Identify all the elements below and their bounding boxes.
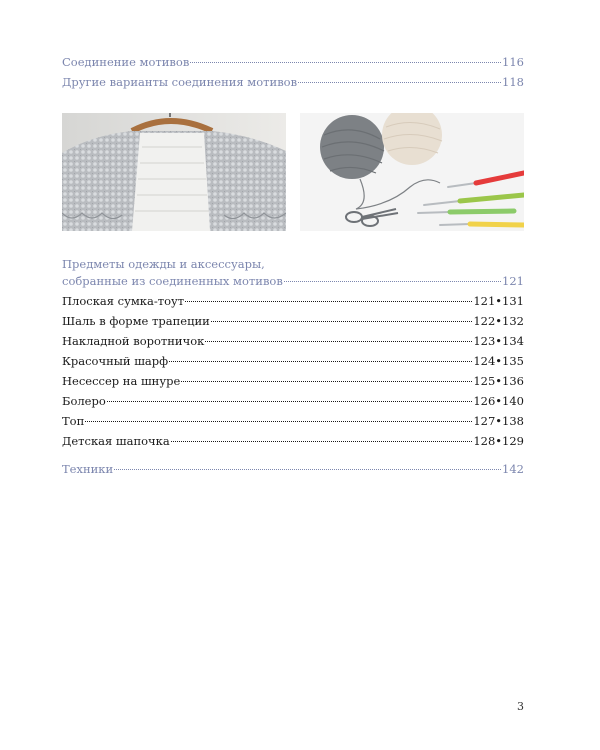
toc-entry-page: 127•138 bbox=[473, 414, 524, 428]
toc-entry-collar[interactable] bbox=[62, 333, 524, 349]
toc-entry-title: Детская шапочка bbox=[62, 434, 170, 448]
section-heading-line1: Предметы одежды и аксессуары, bbox=[62, 257, 265, 271]
toc-entry-title: Красочный шарф bbox=[62, 354, 169, 368]
yarn-and-hooks-icon bbox=[300, 113, 524, 231]
toc-entry-title: Болеро bbox=[62, 394, 106, 408]
leader-dots bbox=[211, 321, 473, 322]
toc-entry-page: 123•134 bbox=[473, 334, 524, 348]
leader-dots bbox=[114, 469, 501, 470]
toc-entry-title: Топ bbox=[62, 414, 85, 428]
toc-entry-title: Шаль в форме трапеции bbox=[62, 314, 210, 328]
leader-dots bbox=[85, 421, 472, 422]
toc-entry-scarf[interactable] bbox=[62, 353, 524, 369]
toc-entry-shawl[interactable] bbox=[62, 313, 524, 329]
toc-entry-techniques[interactable] bbox=[62, 461, 524, 477]
toc-entry-page: 121•131 bbox=[473, 294, 524, 308]
toc-entry-page: 124•135 bbox=[473, 354, 524, 368]
toc-entry-page: 142 bbox=[502, 462, 524, 476]
toc-entry-title: Несессер на шнуре bbox=[62, 374, 181, 388]
leader-dots bbox=[181, 381, 472, 382]
lace-blouse-icon bbox=[62, 113, 286, 231]
leader-dots bbox=[171, 441, 473, 442]
leader-dots bbox=[205, 341, 472, 342]
toc-entry-page: 116 bbox=[502, 55, 524, 69]
toc-entry-page: 121 bbox=[502, 274, 524, 288]
toc-entry-page: 125•136 bbox=[473, 374, 524, 388]
toc-entry-section[interactable] bbox=[62, 273, 524, 289]
toc-entry-tote-bag[interactable] bbox=[62, 293, 524, 309]
toc-entry-title: Накладной воротничок bbox=[62, 334, 205, 348]
toc-entry-pouch[interactable] bbox=[62, 373, 524, 389]
page-number: 3 bbox=[517, 700, 524, 713]
leader-dots bbox=[107, 401, 473, 402]
toc-entry-motif-joining[interactable] bbox=[62, 54, 524, 70]
toc-entry-page: 128•129 bbox=[473, 434, 524, 448]
section-heading bbox=[62, 256, 265, 272]
leader-dots bbox=[298, 82, 501, 83]
toc-entry-top[interactable] bbox=[62, 413, 524, 429]
yarn-tools-photo bbox=[300, 113, 524, 231]
toc-entry-title: Другие варианты соединения мотивов bbox=[62, 75, 298, 89]
toc-entry-page: 122•132 bbox=[473, 314, 524, 328]
lace-blouse-photo bbox=[62, 113, 286, 231]
toc-entry-page: 118 bbox=[502, 75, 524, 89]
leader-dots bbox=[169, 361, 472, 362]
leader-dots bbox=[185, 301, 472, 302]
leader-dots bbox=[190, 62, 501, 63]
toc-entry-title: Плоская сумка-тоут bbox=[62, 294, 185, 308]
section-heading-line2: собранные из соединенных мотивов bbox=[62, 274, 283, 288]
toc-entry-bolero[interactable] bbox=[62, 393, 524, 409]
leader-dots bbox=[284, 281, 501, 282]
toc-entry-title: Техники bbox=[62, 462, 114, 476]
toc-entry-other-joining[interactable] bbox=[62, 74, 524, 90]
toc-entry-kids-hat[interactable] bbox=[62, 433, 524, 449]
toc-entry-page: 126•140 bbox=[473, 394, 524, 408]
toc-entry-title: Соединение мотивов bbox=[62, 55, 190, 69]
